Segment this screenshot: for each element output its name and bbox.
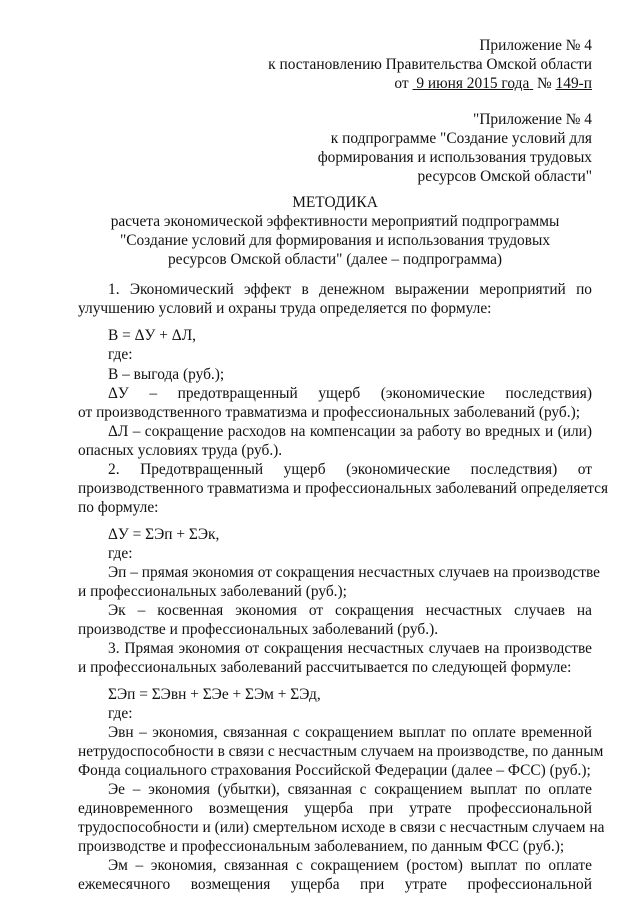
paragraph-1-line-2: улучшению условий и охраны труда определяется по формуле: bbox=[78, 300, 492, 317]
definition-temporary-disability-3: Фонда социального страхования Российской Федерации (далее – ФСС) (руб.); bbox=[78, 762, 591, 779]
definition-lump-sum-4: производстве и профессиональным заболеванием, по данным ФСС (руб.); bbox=[78, 838, 565, 855]
definition-lump-sum-3: трудоспособности и (или) смертельном исходе в связи с несчастным случаем на bbox=[78, 819, 605, 836]
definition-direct-savings-1: Эп – прямая экономия от сокращения несчастных случаев на производстве bbox=[108, 564, 601, 581]
definition-monthly-2: ежемесячного возмещения ущерба при утрате профессиональной bbox=[78, 876, 592, 893]
decree-number: 149-п bbox=[555, 75, 592, 92]
document-title: МЕТОДИКА bbox=[292, 194, 378, 211]
definition-benefit: В – выгода (руб.); bbox=[108, 366, 225, 383]
date-prefix: от bbox=[394, 75, 409, 92]
paragraph-2-line-2: производственного травматизма и профессиональных заболеваний определяется bbox=[78, 480, 609, 497]
title-subline-2: "Создание условий для формирования и использования трудовых bbox=[119, 232, 551, 249]
formula-3: ΣЭп = ΣЭвн + ΣЭе + ΣЭм + ΣЭд, bbox=[108, 686, 321, 703]
definition-prevented-damage-2: от производственного травматизма и профессиональных заболеваний (руб.); bbox=[78, 404, 581, 421]
title-subline-1: расчета экономической эффективности мероприятий подпрограммы bbox=[110, 213, 560, 230]
where-label-2: где: bbox=[108, 545, 133, 562]
decree-reference: к постановлению Правительства Омской области bbox=[268, 56, 592, 73]
paragraph-1-line-1: 1. Экономический эффект в денежном выражении мероприятий по bbox=[108, 281, 592, 298]
where-label-1: где: bbox=[108, 346, 133, 363]
paragraph-2-line-3: по формуле: bbox=[78, 499, 159, 516]
decree-date: 9 июня 2015 года bbox=[416, 75, 530, 92]
decree-date-line bbox=[394, 75, 592, 93]
definition-lump-sum-2: единовременного возмещения ущерба при утрате профессиональной bbox=[78, 800, 592, 817]
definition-direct-savings-2: и профессиональных заболеваний (руб.); bbox=[78, 583, 347, 600]
subprogram-line-1: к подпрограмме "Создание условий для bbox=[330, 130, 592, 147]
subprogram-line-3: ресурсов Омской области" bbox=[417, 168, 592, 185]
definition-temporary-disability-2: нетрудоспособности в связи с несчастным случаем на производстве, по данным bbox=[78, 743, 604, 760]
paragraph-3-line-1: 3. Прямая экономия от сокращения несчастных случаев на производстве bbox=[108, 640, 592, 657]
definition-compensation-2: опасных условиях труда (руб.). bbox=[78, 442, 283, 459]
subprogram-line-2: формирования и использования трудовых bbox=[317, 149, 592, 166]
formula-2: ΔУ = ΣЭп + ΣЭк, bbox=[108, 526, 220, 543]
definition-temporary-disability-1: Эвн – экономия, связанная с сокращением выплат по оплате временной bbox=[108, 724, 592, 741]
where-label-3: где: bbox=[108, 705, 133, 722]
paragraph-3-line-2: и профессиональных заболеваний рассчитывается по следующей формуле: bbox=[78, 659, 572, 676]
definition-indirect-savings-2: производстве и профессиональных заболеваний (руб.). bbox=[78, 621, 439, 638]
title-subline-3: ресурсов Омской области" (далее – подпрограмма) bbox=[167, 251, 503, 268]
definition-monthly-1: Эм – экономия, связанная с сокращением (ростом) выплат по оплате bbox=[108, 857, 592, 874]
number-prefix: № bbox=[537, 75, 552, 92]
definition-lump-sum-1: Эе – экономия (убытки), связанная с сокращением выплат по оплате bbox=[108, 781, 592, 798]
paragraph-2-line-1: 2. Предотвращенный ущерб (экономические последствия) от bbox=[108, 461, 592, 478]
appendix2-label: "Приложение № 4 bbox=[473, 111, 592, 128]
appendix-label: Приложение № 4 bbox=[479, 37, 592, 54]
definition-indirect-savings-1: Эк – косвенная экономия от сокращения несчастных случаев на bbox=[108, 602, 592, 619]
definition-compensation-1: ΔЛ – сокращение расходов на компенсации за работу во вредных и (или) bbox=[108, 423, 592, 440]
definition-prevented-damage-1: ΔУ – предотвращенный ущерб (экономические последствия) bbox=[108, 385, 592, 402]
formula-1: В = ΔУ + ΔЛ, bbox=[108, 327, 196, 344]
